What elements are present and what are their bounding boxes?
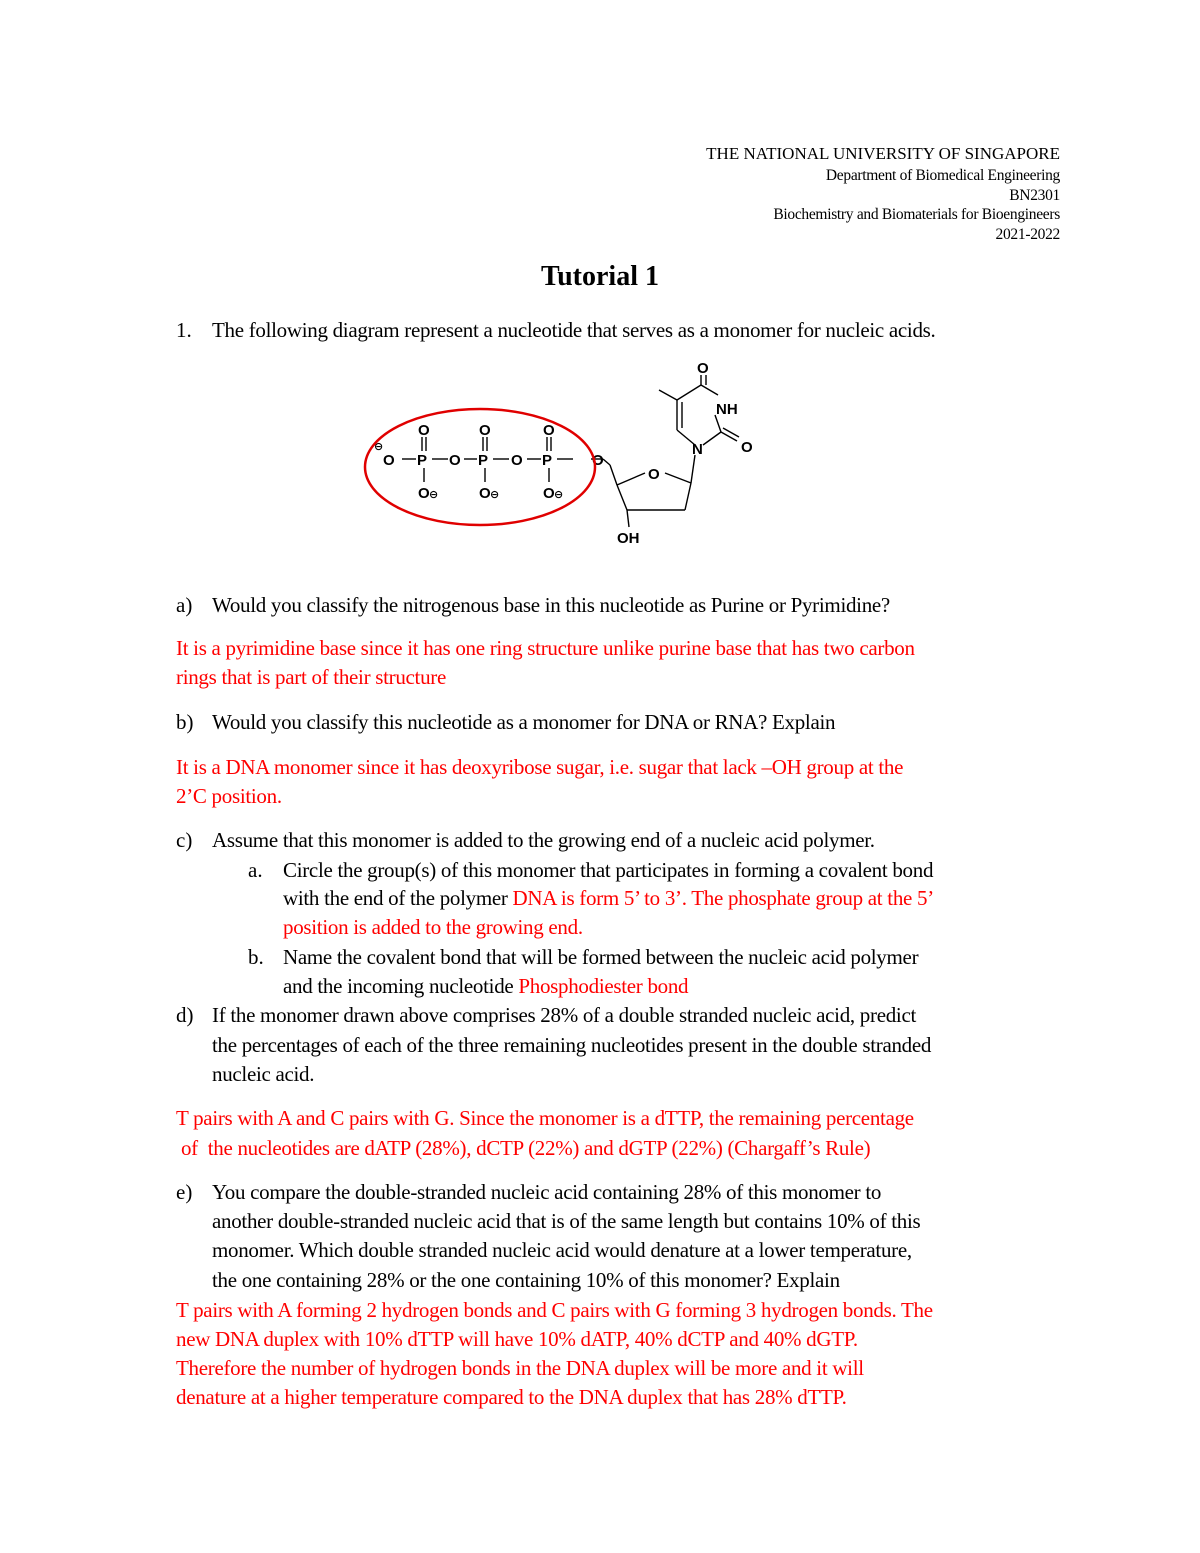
question-label: e) xyxy=(176,1180,193,1204)
question-text: If the monomer drawn above comprises 28% of a double stranded nucleic acid, predict xyxy=(212,1003,917,1027)
atom-label: O xyxy=(418,485,430,502)
university-name: THE NATIONAL UNIVERSITY OF SINGAPORE xyxy=(706,144,1060,163)
atom-label: O xyxy=(511,452,523,469)
atom-label: O xyxy=(648,466,660,483)
atom-label: N xyxy=(692,441,703,458)
question-text: the one containing 28% or the one containing 10% of this monomer? Explain xyxy=(212,1268,840,1292)
atom-label: P xyxy=(542,452,553,469)
atom-label: O xyxy=(543,422,555,439)
charge-symbol: ⊖ xyxy=(490,489,500,501)
subquestion-text xyxy=(283,972,688,1001)
question-text: another double-stranded nucleic acid that is of the same length but contains 10% of this xyxy=(212,1209,921,1233)
page-title: Tutorial 1 xyxy=(541,261,659,292)
document-header xyxy=(706,141,1060,244)
atom-label: NH xyxy=(716,401,738,418)
atom-label: O xyxy=(479,422,491,439)
question-label: c) xyxy=(176,828,193,852)
atom-label: O xyxy=(741,439,753,456)
answer-text: 2’C position. xyxy=(176,784,282,808)
atom-label: O xyxy=(543,485,555,502)
subquestion-text: Circle the group(s) of this monomer that participates in forming a covalent bond xyxy=(283,858,934,882)
atom-label: O xyxy=(418,422,430,439)
subquestion-label: b. xyxy=(248,945,264,969)
answer-text: position is added to the growing end. xyxy=(283,915,583,939)
answer-text: It is a DNA monomer since it has deoxyribose sugar, i.e. sugar that lack –OH group at the xyxy=(176,755,904,779)
atom-label: O xyxy=(383,452,395,469)
atom-label: O xyxy=(697,360,709,377)
atom-label: O xyxy=(449,452,461,469)
answer-text: Therefore the number of hydrogen bonds in the DNA duplex will be more and it will xyxy=(176,1356,864,1380)
department-name: Department of Biomedical Engineering xyxy=(825,167,1060,184)
question-number: 1. xyxy=(176,318,192,342)
subquestion-text-part: with the end of the polymer xyxy=(283,886,508,910)
question-label: b) xyxy=(176,710,194,734)
atom-label: O xyxy=(479,485,491,502)
question-text: Assume that this monomer is added to the growing end of a nucleic acid polymer. xyxy=(212,828,875,852)
question-text: Would you classify the nitrogenous base in this nucleotide as Purine or Pyrimidine? xyxy=(212,593,890,617)
question-text: the percentages of each of the three remaining nucleotides present in the double stranded xyxy=(212,1033,932,1057)
charge-symbol: ⊖ xyxy=(429,489,439,501)
course-code: BN2301 xyxy=(1009,186,1060,204)
question-text: You compare the double-stranded nucleic acid containing 28% of this monomer to xyxy=(212,1180,882,1204)
charge-symbol: ⊖ xyxy=(554,489,564,501)
question-label: d) xyxy=(176,1003,194,1027)
atom-label: OH xyxy=(617,530,640,547)
answer-text: T pairs with A and C pairs with G. Since the monomer is a dTTP, the remaining percentage xyxy=(176,1106,914,1130)
subquestion-text-part: and the incoming nucleotide xyxy=(283,974,514,998)
question-label: a) xyxy=(176,593,193,617)
charge-symbol: ⊖ xyxy=(374,441,384,453)
nucleotide-diagram xyxy=(355,355,775,555)
answer-text: DNA is form 5’ to 3’. The phosphate group at the 5’ xyxy=(512,886,934,910)
subquestion-text xyxy=(283,884,934,913)
course-name: Biochemistry and Biomaterials for Bioengineers xyxy=(773,206,1060,223)
atom-label: O xyxy=(592,452,604,469)
atom-label: P xyxy=(417,452,428,469)
atom-label: P xyxy=(478,452,489,469)
answer-text: new DNA duplex with 10% dTTP will have 10% dATP, 40% dCTP and 40% dGTP. xyxy=(176,1327,858,1351)
answer-text: rings that is part of their structure xyxy=(176,665,446,689)
subquestion-label: a. xyxy=(248,858,263,882)
question-text: Would you classify this nucleotide as a monomer for DNA or RNA? Explain xyxy=(212,710,836,734)
answer-text: It is a pyrimidine base since it has one ring structure unlike purine base that has two carbon xyxy=(176,636,915,660)
answer-text: of the nucleotides are dATP (28%), dCTP (22%) and dGTP (22%) (Chargaff’s Rule) xyxy=(176,1136,871,1160)
question-text: nucleic acid. xyxy=(212,1062,315,1086)
subquestion-text: Name the covalent bond that will be formed between the nucleic acid polymer xyxy=(283,945,919,969)
question-text: The following diagram represent a nucleotide that serves as a monomer for nucleic acids. xyxy=(212,318,936,342)
question-text: monomer. Which double stranded nucleic acid would denature at a lower temperature, xyxy=(212,1238,912,1262)
academic-year: 2021-2022 xyxy=(995,225,1060,243)
answer-text: Phosphodiester bond xyxy=(518,974,689,998)
answer-text: T pairs with A forming 2 hydrogen bonds and C pairs with G forming 3 hydrogen bonds. The xyxy=(176,1298,933,1322)
answer-text: denature at a higher temperature compared to the DNA duplex that has 28% dTTP. xyxy=(176,1385,847,1409)
